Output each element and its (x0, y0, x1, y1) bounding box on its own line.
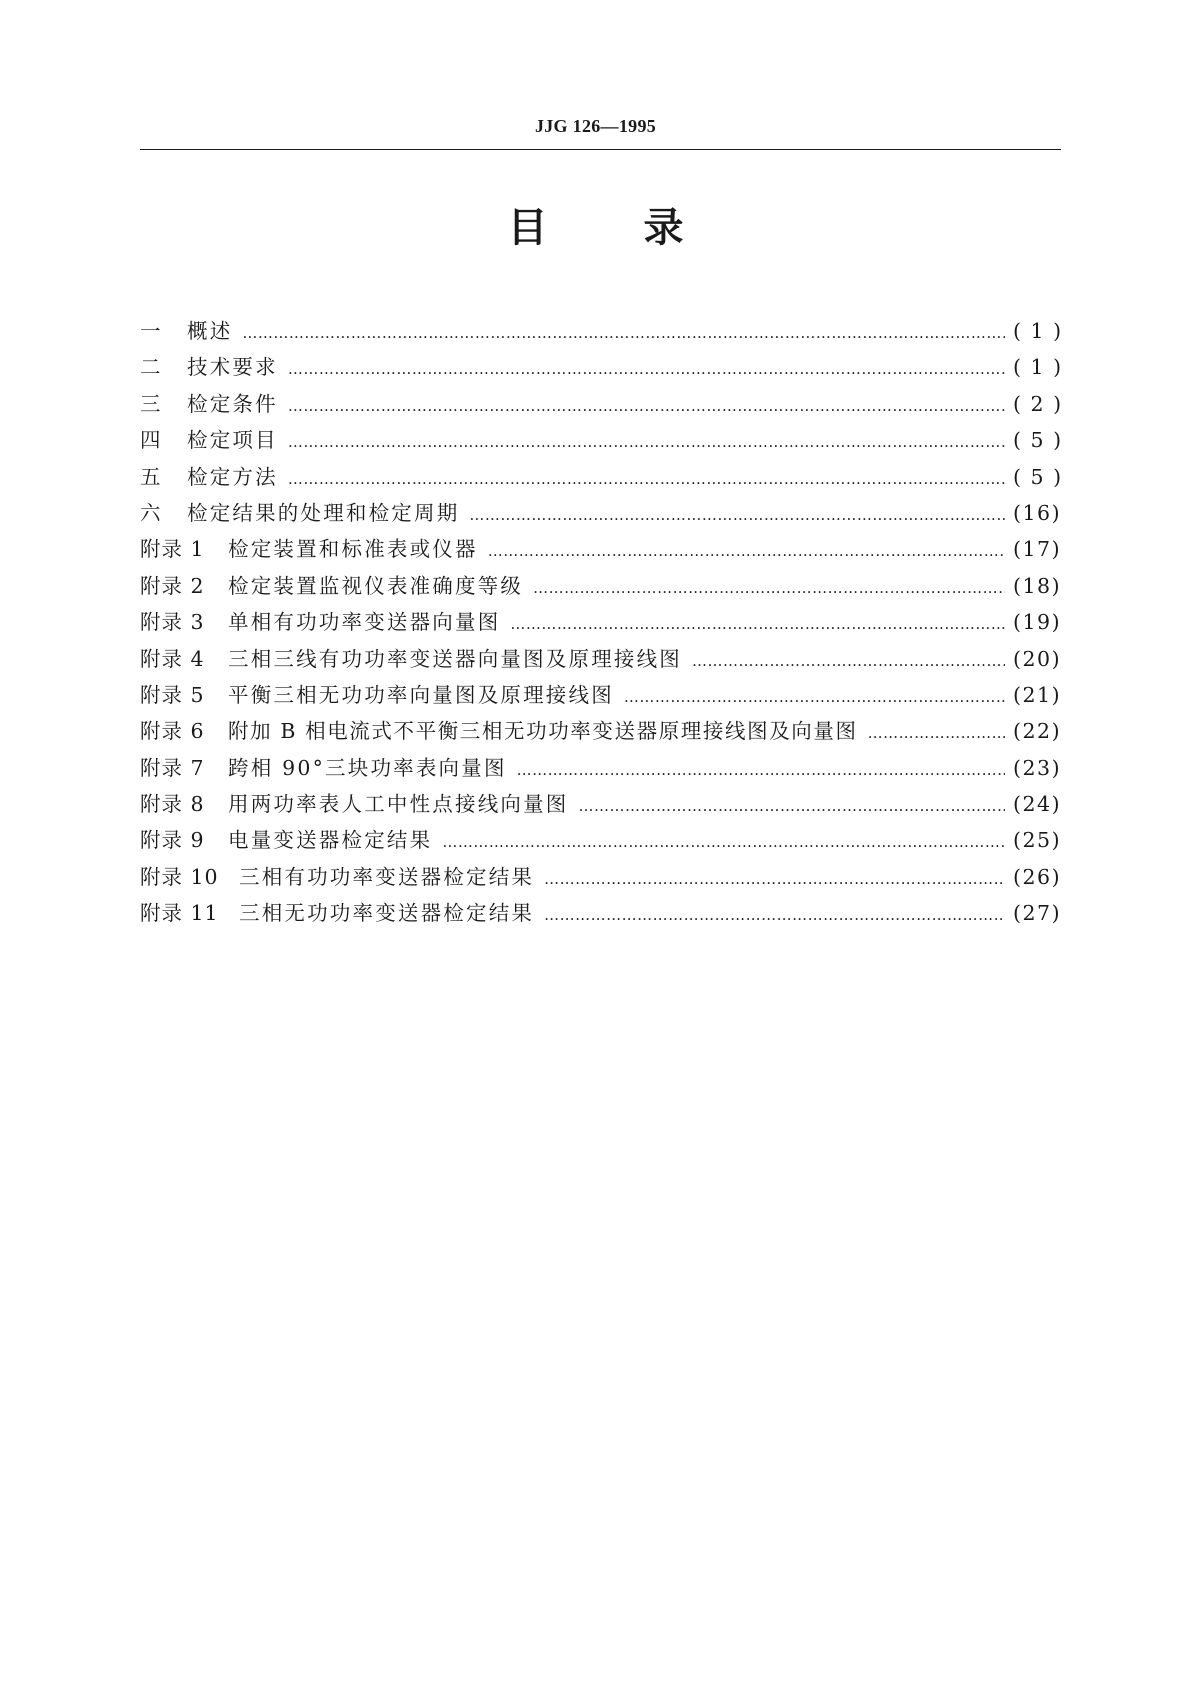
toc-entry-page: (19) (1013, 610, 1062, 635)
toc-entry (140, 349, 1061, 385)
toc-entry (140, 313, 1061, 349)
toc-entry-title: 跨相 90°三块功率表向量图 (228, 755, 507, 780)
toc-entry-number: 一 (140, 319, 162, 343)
toc-entry-number: 附录 5 (140, 682, 205, 707)
toc-entry (140, 568, 1061, 604)
toc-entry-number: 附录 10 (140, 864, 219, 889)
toc-entry-title: 用两功率表人工中性点接线向量图 (228, 792, 569, 817)
toc-entry-number: 二 (140, 355, 162, 380)
toc-entry-page: (16) (1013, 500, 1062, 525)
toc-entry-number: 五 (140, 464, 162, 489)
toc-entry-title: 三相无功功率变送器检定结果 (239, 901, 535, 926)
toc-entry-page: ( 1 ) (1013, 355, 1063, 380)
toc-leader-dots (469, 497, 1005, 533)
toc-entry-page: (21) (1013, 682, 1062, 707)
toc-entry-page: (25) (1013, 828, 1062, 853)
toc-entry (140, 641, 1061, 677)
toc-leader-dots (517, 752, 1005, 788)
toc-entry-page: (20) (1013, 646, 1062, 671)
toc-leader-dots (692, 643, 1005, 679)
toc-entry-page: (23) (1013, 755, 1062, 780)
toc-leader-dots (544, 897, 1005, 933)
toc-entry-title: 检定结果的处理和检定周期 (187, 500, 460, 525)
toc-leader-dots (624, 679, 1005, 715)
toc-entry-title: 附加 B 相电流式不平衡三相无功功率变送器原理接线图及向量图 (228, 719, 858, 744)
toc-leader-dots (868, 715, 1005, 751)
toc-entry (140, 822, 1061, 858)
toc-entry-number: 附录 7 (140, 755, 205, 780)
toc-leader-dots (533, 570, 1005, 606)
toc-leader-dots (288, 424, 1005, 460)
toc-leader-dots (288, 461, 1005, 497)
toc-entry-number: 三 (140, 391, 162, 416)
toc-entry-title: 电量变送器检定结果 (228, 828, 433, 853)
toc-entry-page: ( 5 ) (1013, 464, 1063, 489)
toc-entry-number: 附录 9 (140, 828, 205, 853)
toc-entry (140, 677, 1061, 713)
toc-entry (140, 422, 1061, 458)
toc-entry-page: (24) (1013, 792, 1062, 817)
toc-entry (140, 604, 1061, 640)
toc-entry-page: (26) (1013, 864, 1062, 889)
toc-entry-title: 单相有功功率变送器向量图 (228, 610, 501, 635)
toc-entry-title: 检定方法 (187, 464, 278, 489)
toc-entry-title: 检定装置和标准表或仪器 (228, 537, 478, 562)
toc-entry (140, 713, 1061, 749)
toc-entry-number: 附录 1 (140, 537, 205, 562)
toc-entry (140, 895, 1061, 931)
toc-entry-page: ( 5 ) (1013, 428, 1063, 453)
toc-entry-page: (17) (1013, 537, 1062, 562)
toc-leader-dots (288, 351, 1005, 387)
toc-list (140, 313, 1061, 932)
toc-entry-title: 技术要求 (187, 355, 278, 380)
toc-entry (140, 786, 1061, 822)
toc-title: 目录 (507, 205, 780, 251)
toc-entry-page: (18) (1013, 573, 1062, 598)
toc-entry-number: 附录 2 (140, 573, 205, 598)
toc-entry (140, 495, 1061, 531)
toc-entry-number: 附录 6 (140, 719, 205, 744)
toc-leader-dots (442, 824, 1005, 860)
header-rule (140, 149, 1061, 150)
toc-leader-dots (242, 315, 1005, 351)
toc-leader-dots (288, 388, 1005, 424)
toc-entry (140, 859, 1061, 895)
toc-leader-dots (510, 606, 1005, 642)
toc-entry-page: ( 1 ) (1013, 319, 1063, 343)
toc-entry-page: ( 2 ) (1013, 391, 1063, 416)
toc-leader-dots (544, 861, 1005, 897)
toc-entry-number: 附录 3 (140, 610, 205, 635)
toc-entry (140, 386, 1061, 422)
toc-entry-number: 附录 4 (140, 646, 205, 671)
running-header: JJG 126—1995 (534, 116, 657, 136)
toc-entry (140, 459, 1061, 495)
toc-leader-dots (579, 788, 1006, 824)
toc-entry-page: (27) (1013, 901, 1062, 926)
toc-entry (140, 750, 1061, 786)
toc-entry-title: 三相三线有功功率变送器向量图及原理接线图 (228, 646, 682, 671)
toc-entry-title: 检定条件 (187, 391, 278, 416)
toc-leader-dots (488, 533, 1005, 569)
toc-entry-title: 检定装置监视仪表准确度等级 (228, 573, 524, 598)
toc-entry-page: (22) (1013, 719, 1062, 744)
toc-entry-number: 四 (140, 428, 162, 453)
toc-entry-title: 检定项目 (187, 428, 278, 453)
toc-entry-title: 平衡三相无功功率向量图及原理接线图 (228, 682, 614, 707)
toc-entry-number: 附录 8 (140, 792, 205, 817)
toc-entry-title: 三相有功功率变送器检定结果 (239, 864, 535, 889)
toc-entry-title: 概述 (187, 319, 233, 343)
toc-entry (140, 531, 1061, 567)
toc-entry-number: 附录 11 (140, 901, 219, 926)
toc-entry-number: 六 (140, 500, 162, 525)
